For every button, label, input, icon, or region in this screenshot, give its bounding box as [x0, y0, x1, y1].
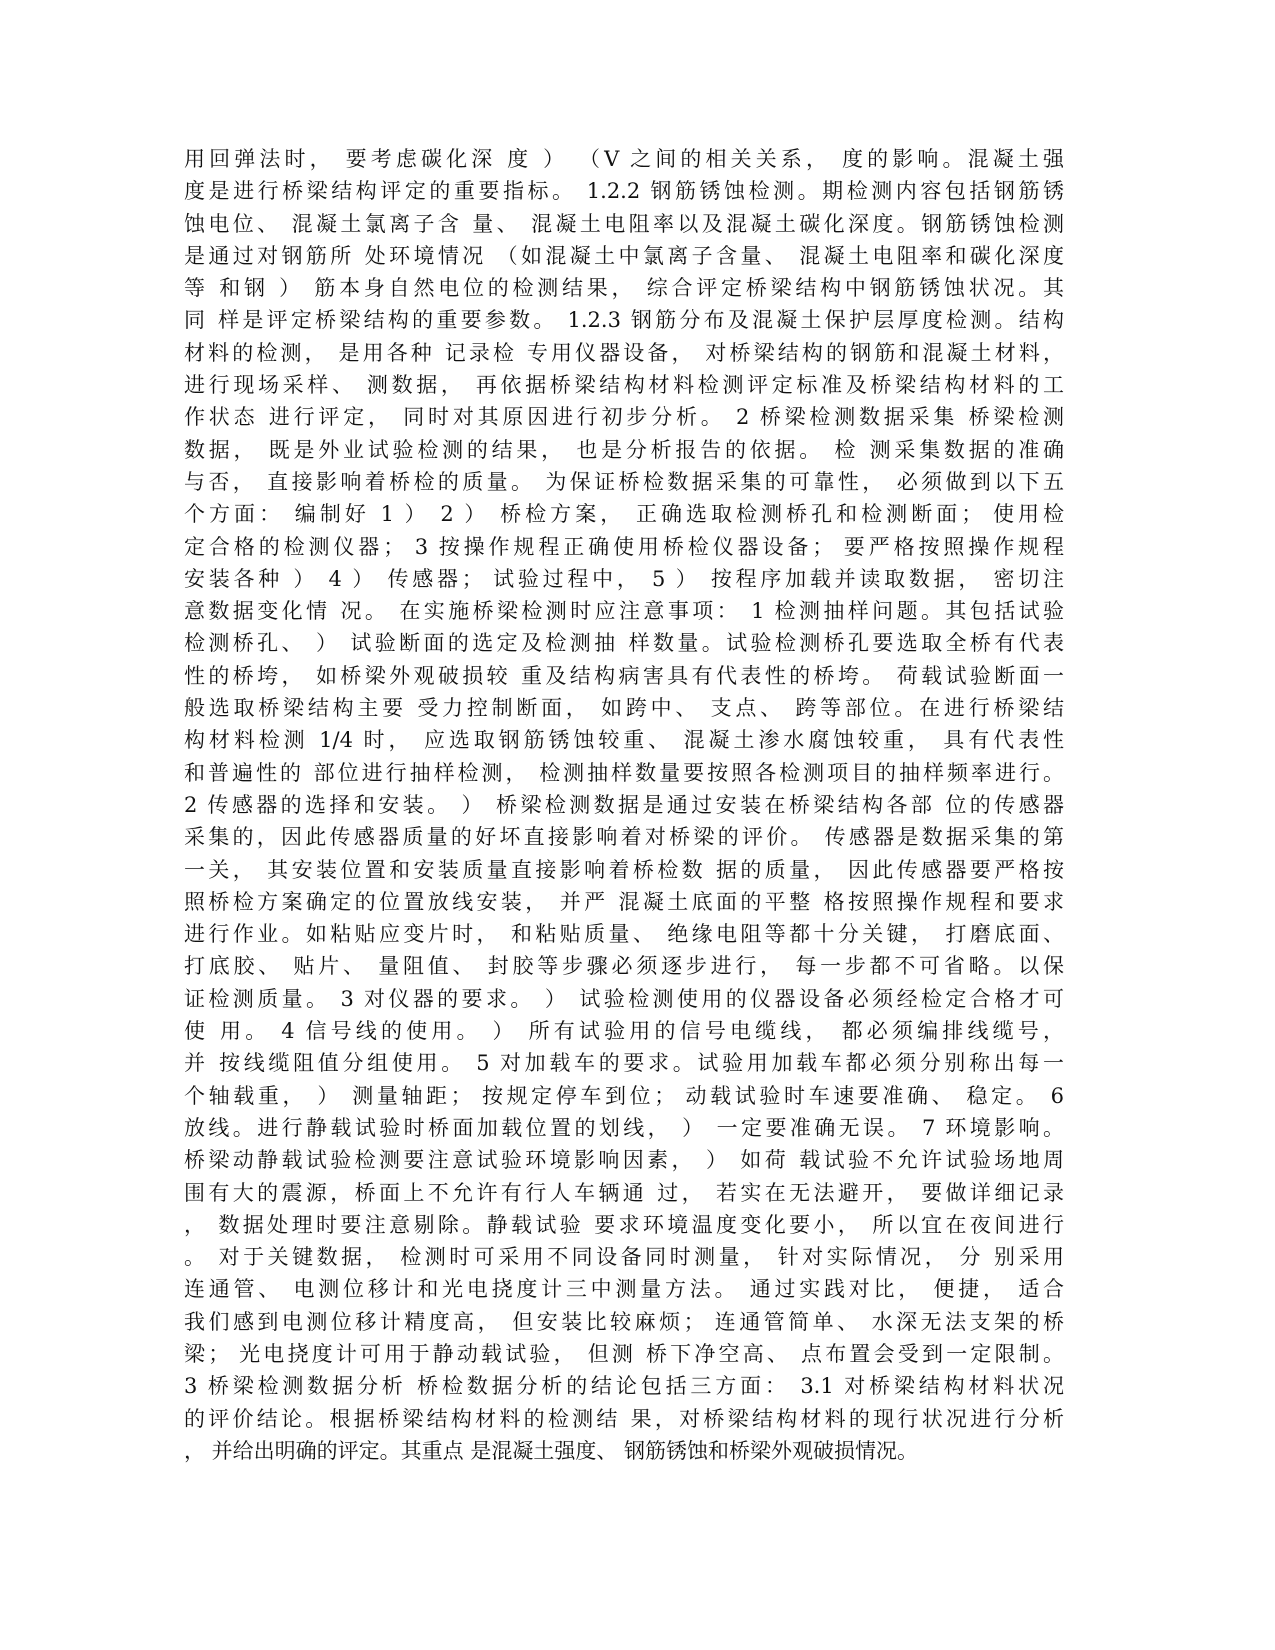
text-line: 构材料检测 1/4 时， 应选取钢筋锈蚀较重、 混凝土渗水腐蚀较重， 具有代表性: [184, 728, 1064, 753]
text-line: 梁； 光电挠度计可用于静动载试验， 但测 桥下净空高、 点布置会受到一定限制。: [184, 1341, 1064, 1366]
text-line: 围有大的震源，桥面上不允许有行人车辆通 过， 若实在无法避开， 要做详细记录: [184, 1180, 1064, 1205]
text-line: 和普遍性的 部位进行抽样检测， 检测抽样数量要按照各检测项目的抽样频率进行。: [184, 760, 1064, 785]
text-line: 同 样是评定桥梁结构的重要参数。 1.2.3 钢筋分布及混凝土保护层厚度检测。结构: [184, 308, 1064, 333]
text-line: 2 传感器的选择和安装。 ） 桥梁检测数据是通过安装在桥梁结构各部 位的传感器: [184, 792, 1064, 817]
text-line: 意数据变化情 况。 在实施桥梁检测时应注意事项： 1 检测抽样问题。其包括试验: [184, 599, 1064, 624]
text-line: 连通管、 电测位移计和光电挠度计三中测量方法。 通过实践对比， 便捷， 适合: [184, 1277, 1064, 1302]
text-line: 使 用。 4 信号线的使用。 ） 所有试验用的信号电缆线， 都必须编排线缆号，: [184, 1019, 1064, 1044]
text-line: 等 和钢 ） 筋本身自然电位的检测结果， 综合评定桥梁结构中钢筋锈蚀状况。其: [184, 276, 1064, 301]
text-line: 用回弹法时， 要考虑碳化深 度 ） （V 之间的相关关系， 度的影响。混凝土强: [184, 147, 1064, 171]
text-line: 安装各种 ） 4 ） 传感器； 试验过程中， 5 ） 按程序加载并读取数据， 密切注: [184, 566, 1064, 591]
text-line: 般选取桥梁结构主要 受力控制断面， 如跨中、 支点、 跨等部位。在进行桥梁结: [184, 696, 1064, 721]
text-line: 检测桥孔、 ） 试验断面的选定及检测抽 样数量。试验检测桥孔要选取全桥有代表: [184, 631, 1064, 656]
text-line: 个轴载重， ） 测量轴距； 按规定停车到位； 动载试验时车速要准确、 稳定。 6: [184, 1083, 1064, 1108]
text-line: 的评价结论。根据桥梁结构材料的检测结 果，对桥梁结构材料的现行状况进行分析: [184, 1406, 1064, 1431]
text-line: ， 数据处理时要注意剔除。静载试验 要求环境温度变化要小， 所以宜在夜间进行: [184, 1212, 1064, 1237]
text-line: 证检测质量。 3 对仪器的要求。 ） 试验检测使用的仪器设备必须经检定合格才可: [184, 986, 1064, 1011]
text-line: 打底胶、 贴片、 量阻值、 封胶等步骤必须逐步进行， 每一步都不可省略。以保: [184, 954, 1064, 979]
text-line: 数据， 既是外业试验检测的结果， 也是分析报告的依据。 检 测采集数据的准确: [184, 437, 1064, 462]
text-line: 我们感到电测位移计精度高， 但安装比较麻烦； 连通管简单、 水深无法支架的桥: [184, 1309, 1064, 1334]
body-text: [184, 143, 1064, 1467]
text-line: 是通过对钢筋所 处环境情况 （如混凝土中氯离子含量、 混凝土电阻率和碳化深度: [184, 243, 1064, 268]
text-line: 作状态 进行评定， 同时对其原因进行初步分析。 2 桥梁检测数据采集 桥梁检测: [184, 405, 1064, 430]
text-line: 个方面： 编制好 1 ） 2 ） 桥检方案， 正确选取检测桥孔和检测断面； 使用检: [184, 502, 1064, 527]
text-line: 照桥检方案确定的位置放线安装， 并严 混凝土底面的平整 格按照操作规程和要求: [184, 889, 1064, 914]
text-line: 蚀电位、 混凝土氯离子含 量、 混凝土电阻率以及混凝土碳化深度。钢筋锈蚀检测: [184, 211, 1064, 236]
text-line: 度是进行桥梁结构评定的重要指标。 1.2.2 钢筋锈蚀检测。期检测内容包括钢筋锈: [184, 179, 1064, 204]
text-line: 并 按线缆阻值分组使用。 5 对加载车的要求。试验用加载车都必须分别称出每一: [184, 1051, 1064, 1076]
text-line: 一关， 其安装位置和安装质量直接影响着桥检数 据的质量， 因此传感器要严格按: [184, 857, 1064, 882]
text-line: 桥梁动静载试验检测要注意试验环境影响因素， ） 如荷 载试验不允许试验场地周: [184, 1148, 1064, 1173]
text-line: 放线。进行静载试验时桥面加载位置的划线， ） 一定要准确无误。 7 环境影响。: [184, 1115, 1064, 1140]
text-line: 进行现场采样、 测数据， 再依据桥梁结构材料检测评定标准及桥梁结构材料的工: [184, 373, 1064, 398]
text-line: ， 并给出明确的评定。其重点 是混凝土强度、 钢筋锈蚀和桥梁外观破损情况。: [184, 1438, 919, 1463]
text-line: 性的桥垮， 如桥梁外观破损较 重及结构病害具有代表性的桥垮。 荷载试验断面一: [184, 663, 1064, 688]
text-line: 3 桥梁检测数据分析 桥检数据分析的结论包括三方面： 3.1 对桥梁结构材料状况: [184, 1374, 1064, 1399]
text-line: 与否， 直接影响着桥检的质量。 为保证桥检数据采集的可靠性， 必须做到以下五: [184, 469, 1064, 494]
text-line: 采集的，因此传感器质量的好坏直接影响着对桥梁的评价。 传感器是数据采集的第: [184, 825, 1064, 850]
text-line: 定合格的检测仪器； 3 按操作规程正确使用桥检仪器设备； 要严格按照操作规程: [184, 534, 1064, 559]
text-line: 。 对于关键数据， 检测时可采用不同设备同时测量， 针对实际情况， 分 别采用: [184, 1245, 1064, 1270]
text-line: 进行作业。如粘贴应变片时， 和粘贴质量、 绝缘电阻等都十分关键， 打磨底面、: [184, 922, 1064, 947]
text-line: 材料的检测， 是用各种 记录检 专用仪器设备， 对桥梁结构的钢筋和混凝土材料，: [184, 340, 1064, 365]
